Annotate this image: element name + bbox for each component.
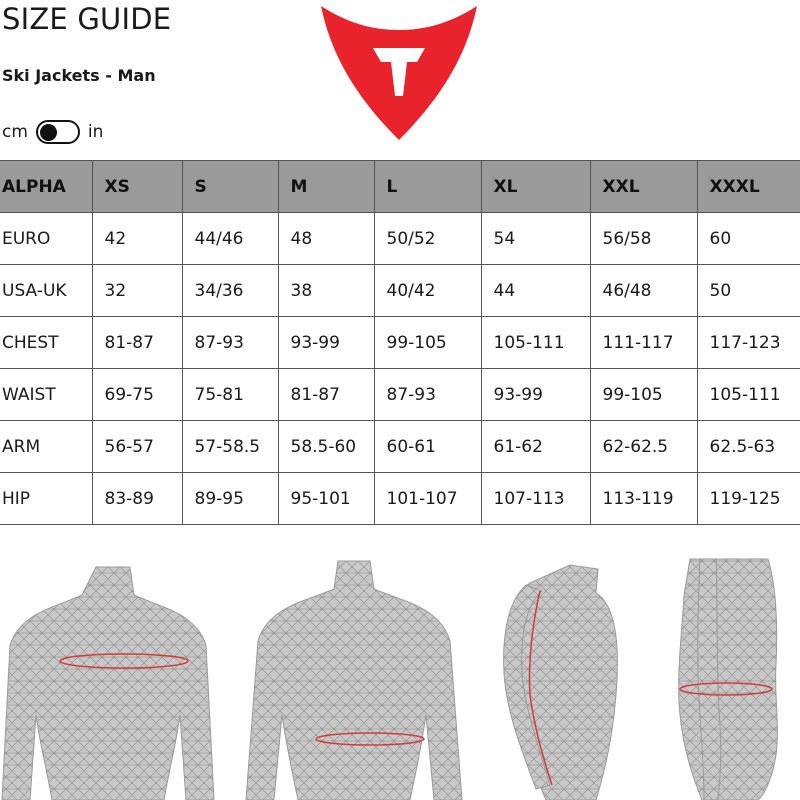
- table-cell: 40/42: [374, 265, 481, 317]
- row-label: USA-UK: [0, 265, 92, 317]
- hip-measurement-figure: [660, 555, 800, 800]
- table-cell: 95-101: [278, 473, 374, 525]
- column-header: XXL: [590, 161, 697, 213]
- table-row: [0, 213, 800, 265]
- product-subtitle: Ski Jackets - Man: [2, 66, 156, 85]
- table-cell: 60: [697, 213, 800, 265]
- column-header: XXXL: [697, 161, 800, 213]
- table-cell: 44: [481, 265, 590, 317]
- table-cell: 87-93: [182, 317, 278, 369]
- table-cell: 69-75: [92, 369, 182, 421]
- column-header: ALPHA: [0, 161, 92, 213]
- waist-measurement-figure: [244, 555, 464, 800]
- row-label: CHEST: [0, 317, 92, 369]
- table-cell: 105-111: [697, 369, 800, 421]
- table-cell: 87-93: [374, 369, 481, 421]
- table-cell: 111-117: [590, 317, 697, 369]
- table-cell: 113-119: [590, 473, 697, 525]
- size-table: [0, 160, 800, 525]
- table-cell: 81-87: [92, 317, 182, 369]
- row-label: WAIST: [0, 369, 92, 421]
- table-cell: 83-89: [92, 473, 182, 525]
- table-row: [0, 421, 800, 473]
- unit-cm-label: cm: [2, 122, 28, 142]
- column-header: L: [374, 161, 481, 213]
- row-label: EURO: [0, 213, 92, 265]
- table-cell: 93-99: [278, 317, 374, 369]
- column-header: S: [182, 161, 278, 213]
- table-row: [0, 265, 800, 317]
- chest-measurement-figure: [0, 555, 216, 800]
- table-cell: 101-107: [374, 473, 481, 525]
- side-hip-mesh-icon: [660, 555, 800, 800]
- table-cell: 117-123: [697, 317, 800, 369]
- unit-in-label: in: [87, 122, 104, 142]
- unit-switch: [2, 119, 103, 145]
- table-header-row: [0, 161, 800, 213]
- torso-mesh-icon: [0, 555, 216, 800]
- table-cell: 75-81: [182, 369, 278, 421]
- table-cell: 50/52: [374, 213, 481, 265]
- table-cell: 42: [92, 213, 182, 265]
- toggle-knob: [40, 124, 57, 141]
- table-cell: 44/46: [182, 213, 278, 265]
- table-row: [0, 369, 800, 421]
- table-cell: 119-125: [697, 473, 800, 525]
- table-cell: 54: [481, 213, 590, 265]
- table-cell: 99-105: [374, 317, 481, 369]
- demon-head-logo-icon: [319, 4, 479, 142]
- row-label: HIP: [0, 473, 92, 525]
- table-cell: 62.5-63: [697, 421, 800, 473]
- table-cell: 34/36: [182, 265, 278, 317]
- table-cell: 99-105: [590, 369, 697, 421]
- table-cell: 89-95: [182, 473, 278, 525]
- table-row: [0, 317, 800, 369]
- side-torso-mesh-icon: [486, 555, 622, 800]
- column-header: XS: [92, 161, 182, 213]
- unit-toggle[interactable]: [36, 120, 80, 144]
- table-cell: 38: [278, 265, 374, 317]
- column-header: XL: [481, 161, 590, 213]
- table-cell: 56/58: [590, 213, 697, 265]
- table-cell: 93-99: [481, 369, 590, 421]
- torso-mesh-icon: [244, 555, 464, 800]
- table-cell: 32: [92, 265, 182, 317]
- row-label: ARM: [0, 421, 92, 473]
- arm-measurement-figure: [486, 555, 622, 800]
- column-header: M: [278, 161, 374, 213]
- table-cell: 57-58.5: [182, 421, 278, 473]
- table-cell: 61-62: [481, 421, 590, 473]
- table-cell: 56-57: [92, 421, 182, 473]
- table-cell: 58.5-60: [278, 421, 374, 473]
- table-cell: 107-113: [481, 473, 590, 525]
- table-cell: 81-87: [278, 369, 374, 421]
- table-cell: 60-61: [374, 421, 481, 473]
- table-cell: 48: [278, 213, 374, 265]
- table-cell: 46/48: [590, 265, 697, 317]
- table-cell: 50: [697, 265, 800, 317]
- table-row: [0, 473, 800, 525]
- page-title: SIZE GUIDE: [2, 2, 172, 36]
- table-cell: 105-111: [481, 317, 590, 369]
- table-cell: 62-62.5: [590, 421, 697, 473]
